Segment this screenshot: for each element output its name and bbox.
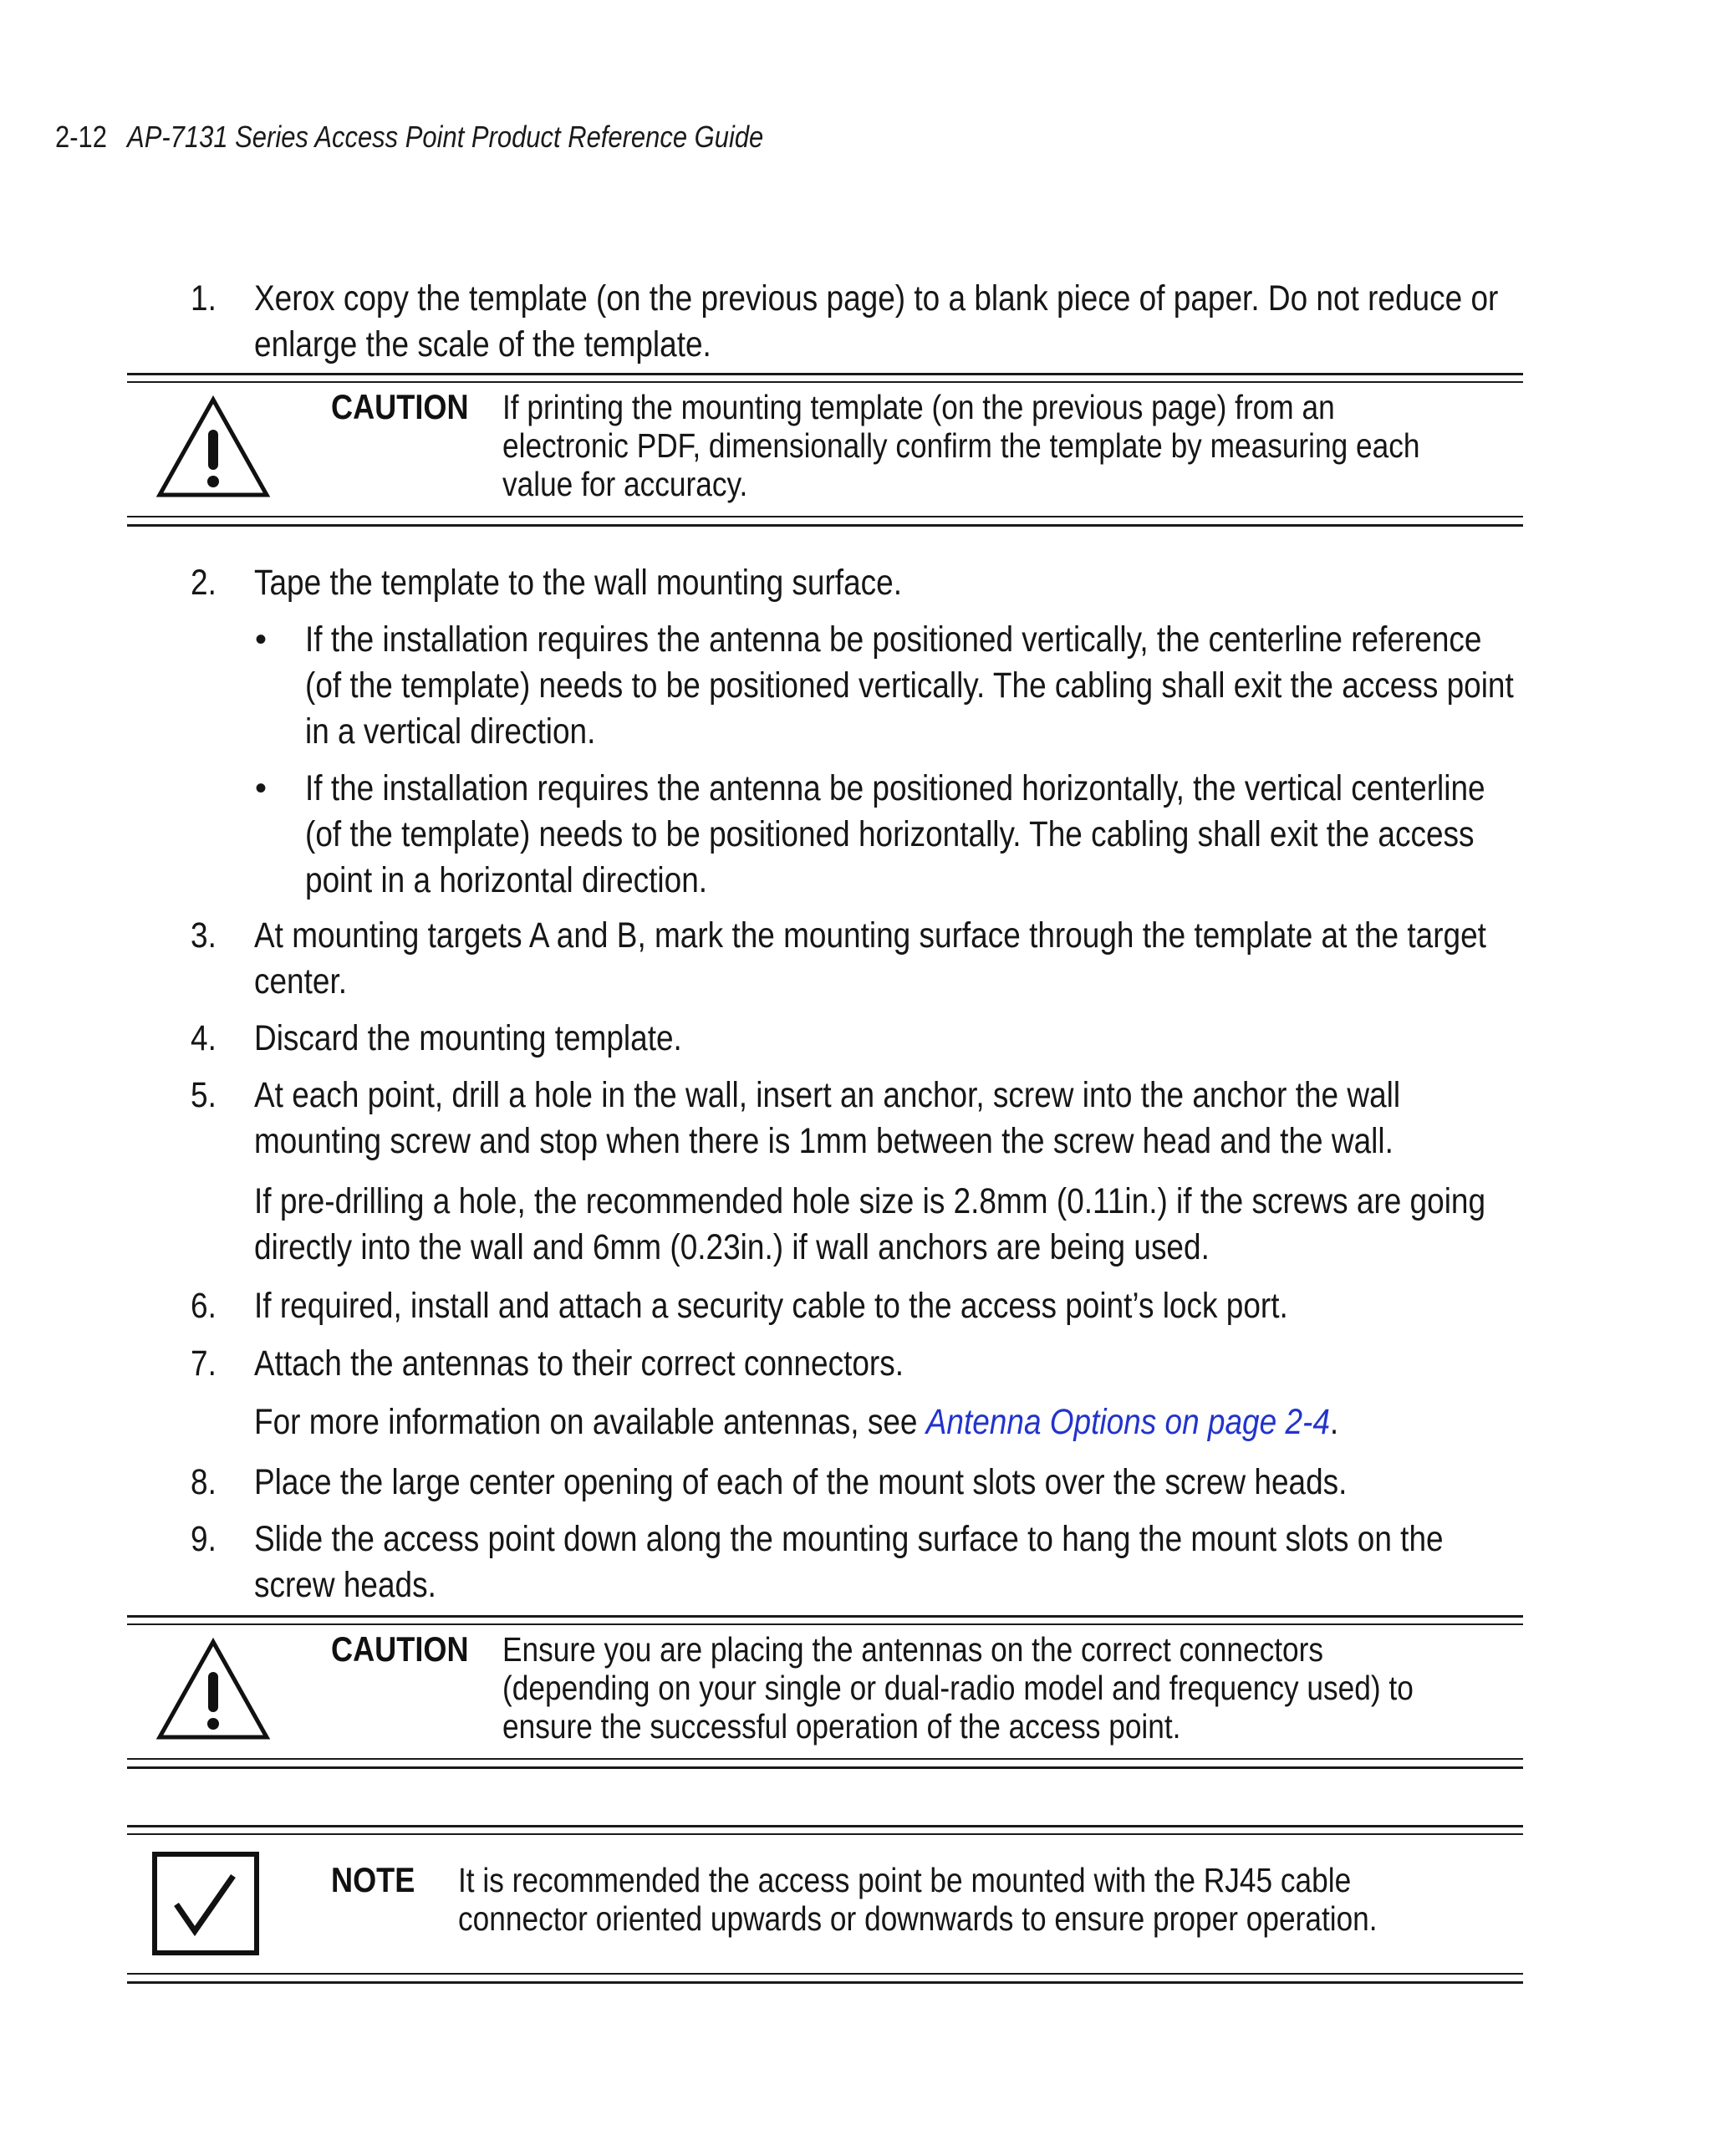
step-text-line: screw heads. [254,1565,436,1605]
warning-triangle-icon [155,395,272,500]
divider [127,373,1523,375]
step-text-line: Discard the mounting template. [254,1018,682,1058]
divider [127,516,1523,517]
step-text-line: At each point, drill a hole in the wall, insert an anchor, screw into the anchor the wall [254,1075,1401,1115]
note-text: For more information on available antennas, see [254,1402,926,1442]
bullet-glyph: • [255,621,268,658]
page-number: 2-12 [55,120,107,154]
caution-text-line: ensure the successful operation of the access point. [502,1707,1181,1746]
note-text: . [1329,1402,1339,1442]
step-text-line: Place the large center opening of each of the mount slots over the screw heads. [254,1462,1348,1502]
step-text-line: If required, install and attach a security cable to the access point’s lock port. [254,1286,1288,1326]
note-label: NOTE [331,1860,415,1899]
divider [127,524,1523,527]
bullet-text-line: (of the template) needs to be positioned horizontally. The cabling shall exit the access [305,814,1475,854]
divider [127,381,1523,383]
divider [127,1981,1523,1984]
bullet-text-line: If the installation requires the antenna be positioned vertically, the centerline reference [305,619,1482,660]
caution-text-line: (depending on your single or dual-radio model and frequency used) to [502,1669,1414,1707]
caution-text-line: If printing the mounting template (on the previous page) from an [502,388,1335,426]
step-7-note [254,1399,1515,1445]
step-number: 1. [191,278,217,319]
divider [127,1833,1523,1835]
step-text-line: enlarge the scale of the template. [254,324,711,364]
step-number: 9. [191,1519,217,1559]
caution-text-line: value for accuracy. [502,465,748,503]
step-text-line: Slide the access point down along the mounting surface to hang the mount slots on the [254,1519,1444,1559]
divider [127,1615,1523,1618]
step-text-line: center. [254,961,348,1002]
note-text-line: It is recommended the access point be mounted with the RJ45 cable [458,1861,1352,1899]
divider [127,1766,1523,1769]
step-text-line: Xerox copy the template (on the previous page) to a blank piece of paper. Do not reduce or [254,278,1499,319]
bullet-text-line: point in a horizontal direction. [305,860,708,900]
step-text-line: At mounting targets A and B, mark the mounting surface through the template at the target [254,915,1486,956]
step-number: 4. [191,1018,217,1058]
bullet-text-line: (of the template) needs to be positioned vertically. The cabling shall exit the access point [305,665,1514,706]
note-text-line: If pre-drilling a hole, the recommended hole size is 2.8mm (0.11in.) if the screws are going [254,1181,1486,1221]
caution-text-line: electronic PDF, dimensionally confirm the template by measuring each [502,426,1420,465]
divider [127,1973,1523,1975]
warning-triangle-icon [155,1637,272,1742]
step-text-line: Attach the antennas to their correct connectors. [254,1343,904,1384]
bullet-glyph: • [255,770,268,807]
checkmark-box-icon [151,1851,260,1956]
step-number: 7. [191,1343,217,1384]
step-number: 8. [191,1462,217,1502]
page-header [55,119,879,155]
divider [127,1758,1523,1760]
divider [127,1825,1523,1827]
bullet-text-line: If the installation requires the antenna be positioned horizontally, the vertical centerline [305,768,1485,808]
divider [127,1623,1523,1625]
document-title: AP-7131 Series Access Point Product Reference Guide [127,120,764,154]
bullet-text-line: in a vertical direction. [305,711,596,752]
step-text-line: Tape the template to the wall mounting surface. [254,563,902,603]
antenna-options-link[interactable]: Antenna Options on page 2-4 [925,1402,1330,1442]
caution-label: CAUTION [331,1629,469,1669]
step-number: 5. [191,1075,217,1115]
note-text-line: connector oriented upwards or downwards to ensure proper operation. [458,1899,1378,1938]
step-text-line: mounting screw and stop when there is 1mm between the screw head and the wall. [254,1121,1394,1161]
step-number: 2. [191,563,217,603]
caution-label: CAUTION [331,387,469,426]
caution-text-line: Ensure you are placing the antennas on the correct connectors [502,1630,1324,1669]
step-number: 6. [191,1286,217,1326]
step-5-note [254,1179,1686,1271]
note-text-line: directly into the wall and 6mm (0.23in.) if wall anchors are being used. [254,1227,1210,1267]
step-number: 3. [191,915,217,956]
